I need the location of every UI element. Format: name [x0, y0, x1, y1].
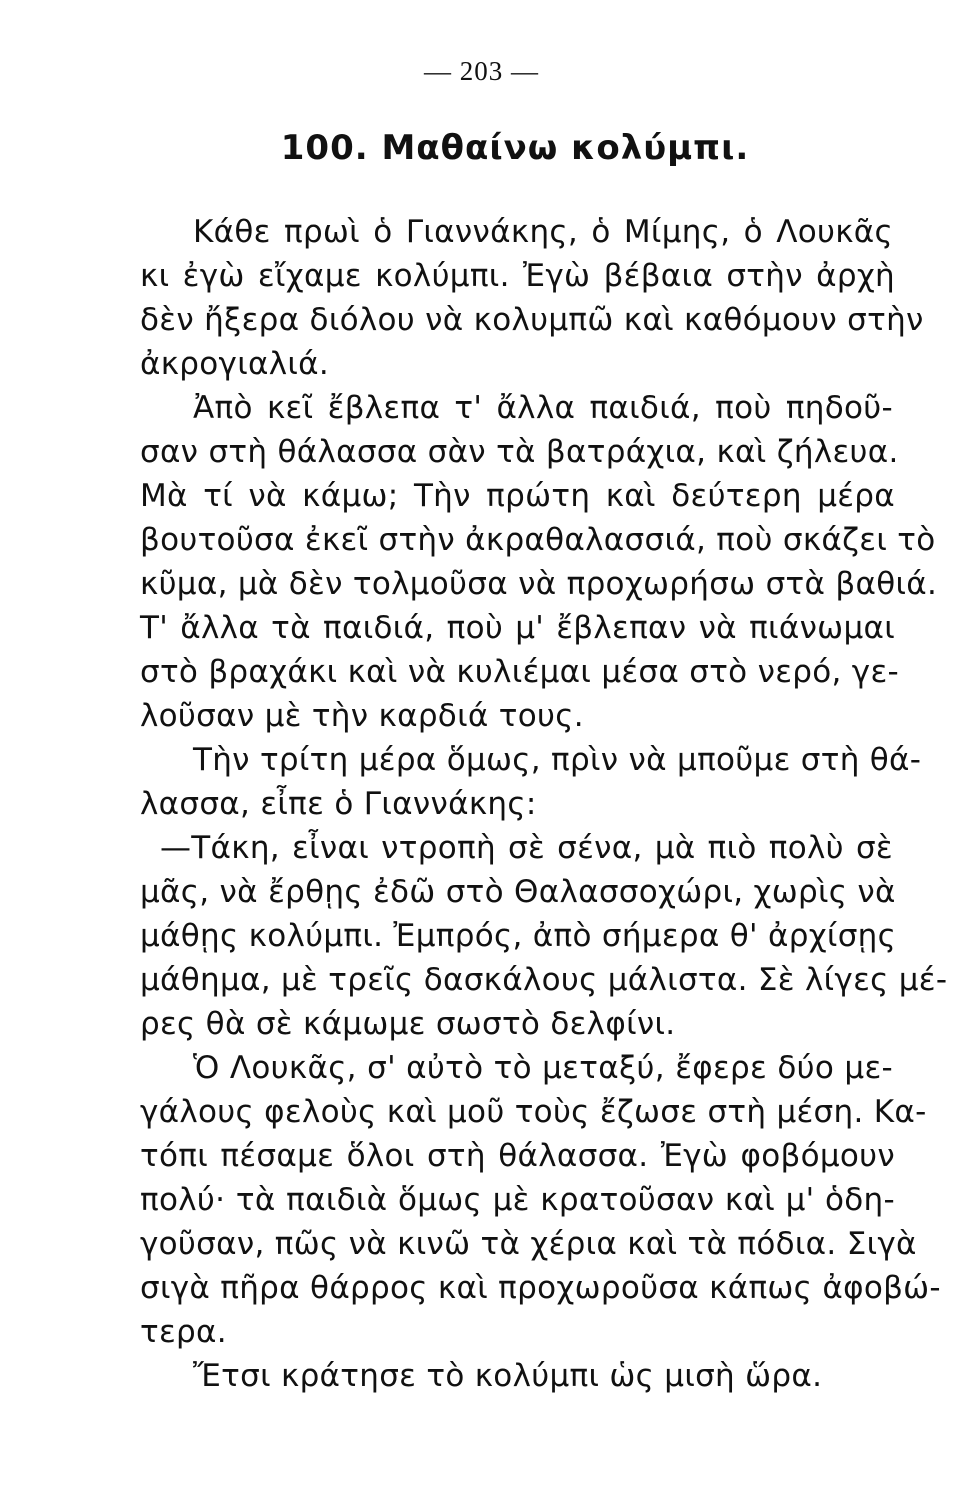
text-line: δὲν ἤξερα διόλου νὰ κολυμπῶ καὶ καθόμουν στὴν — [140, 302, 924, 338]
text-line: —Τάκη, εἶναι ντροπὴ σὲ σένα, μὰ πιὸ πολὺ σὲ — [160, 830, 893, 866]
text-line: στὸ βραχάκι καὶ νὰ κυλιέμαι μέσα στὸ νερό, γε- — [140, 654, 899, 690]
text-line: Μὰ τί νὰ κάμω; Τὴν πρώτη καὶ δεύτερη μέρα — [140, 478, 895, 514]
chapter-title: 100. Μαθαίνω κολύμπι. — [280, 128, 750, 168]
text-line: σαν στὴ θάλασσα σὰν τὰ βατράχια, καὶ ζήλευα. — [140, 434, 899, 470]
text-line: πολύ· τὰ παιδιὰ ὅμως μὲ κρατοῦσαν καὶ μ' ὁδη- — [140, 1182, 895, 1218]
text-line: βουτοῦσα ἐκεῖ στὴν ἀκραθαλασσιά, ποὺ σκάζει τὸ — [140, 522, 936, 558]
text-line: τόπι πέσαμε ὅλοι στὴ θάλασσα. Ἐγὼ φοβόμουν — [140, 1138, 895, 1174]
text-line: μᾶς, νὰ ἔρθῃς ἐδῶ στὸ Θαλασσοχώρι, χωρὶς νὰ — [140, 874, 896, 910]
text-line: Τὴν τρίτη μέρα ὅμως, πρὶν νὰ μποῦμε στὴ θά- — [193, 742, 922, 778]
text-line: μάθημα, μὲ τρεῖς δασκάλους μάλιστα. Σὲ λίγες μέ- — [140, 962, 948, 998]
text-line: σιγὰ πῆρα θάρρος καὶ προχωροῦσα κάπως ἀφοβώ- — [140, 1270, 941, 1306]
text-line: κῦμα, μὰ δὲν τολμοῦσα νὰ προχωρήσω στὰ βαθιά. — [140, 566, 938, 602]
text-line: λοῦσαν μὲ τὴν καρδιά τους. — [140, 698, 584, 734]
text-line: Ἀπὸ κεῖ ἔβλεπα τ' ἄλλα παιδιά, ποὺ πηδοῦ- — [193, 390, 893, 426]
text-line: κι ἐγὼ εἴχαμε κολύμπι. Ἐγὼ βέβαια στὴν ἀρχὴ — [140, 258, 895, 294]
text-line: Τ' ἄλλα τὰ παιδιά, ποὺ μ' ἔβλεπαν νὰ πιάνωμαι — [140, 610, 895, 646]
text-line: Κάθε πρωὶ ὁ Γιαννάκης, ὁ Μίμης, ὁ Λουκᾶς — [193, 214, 893, 250]
text-line: Ἔτσι κράτησε τὸ κολύμπι ὡς μισὴ ὥρα. — [193, 1358, 823, 1394]
text-line: γοῦσαν, πῶς νὰ κινῶ τὰ χέρια καὶ τὰ πόδια. Σιγὰ — [140, 1226, 917, 1262]
text-line: Ὁ Λουκᾶς, σ' αὐτὸ τὸ μεταξύ, ἔφερε δύο με- — [193, 1050, 893, 1086]
page-number: — 203 — — [424, 56, 539, 86]
text-line: γάλους φελοὺς καὶ μοῦ τοὺς ἔζωσε στὴ μέση. Κα- — [140, 1094, 927, 1130]
text-line: ρες θὰ σὲ κάμωμε σωστὸ δελφίνι. — [140, 1006, 676, 1042]
text-line: μάθῃς κολύμπι. Ἐμπρός, ἀπὸ σήμερα θ' ἀρχίσῃς — [140, 918, 897, 954]
text-line: ἀκρογιαλιά. — [140, 346, 330, 382]
text-line: λασσα, εἶπε ὁ Γιαννάκης: — [140, 786, 537, 822]
text-line: τερα. — [140, 1314, 227, 1350]
